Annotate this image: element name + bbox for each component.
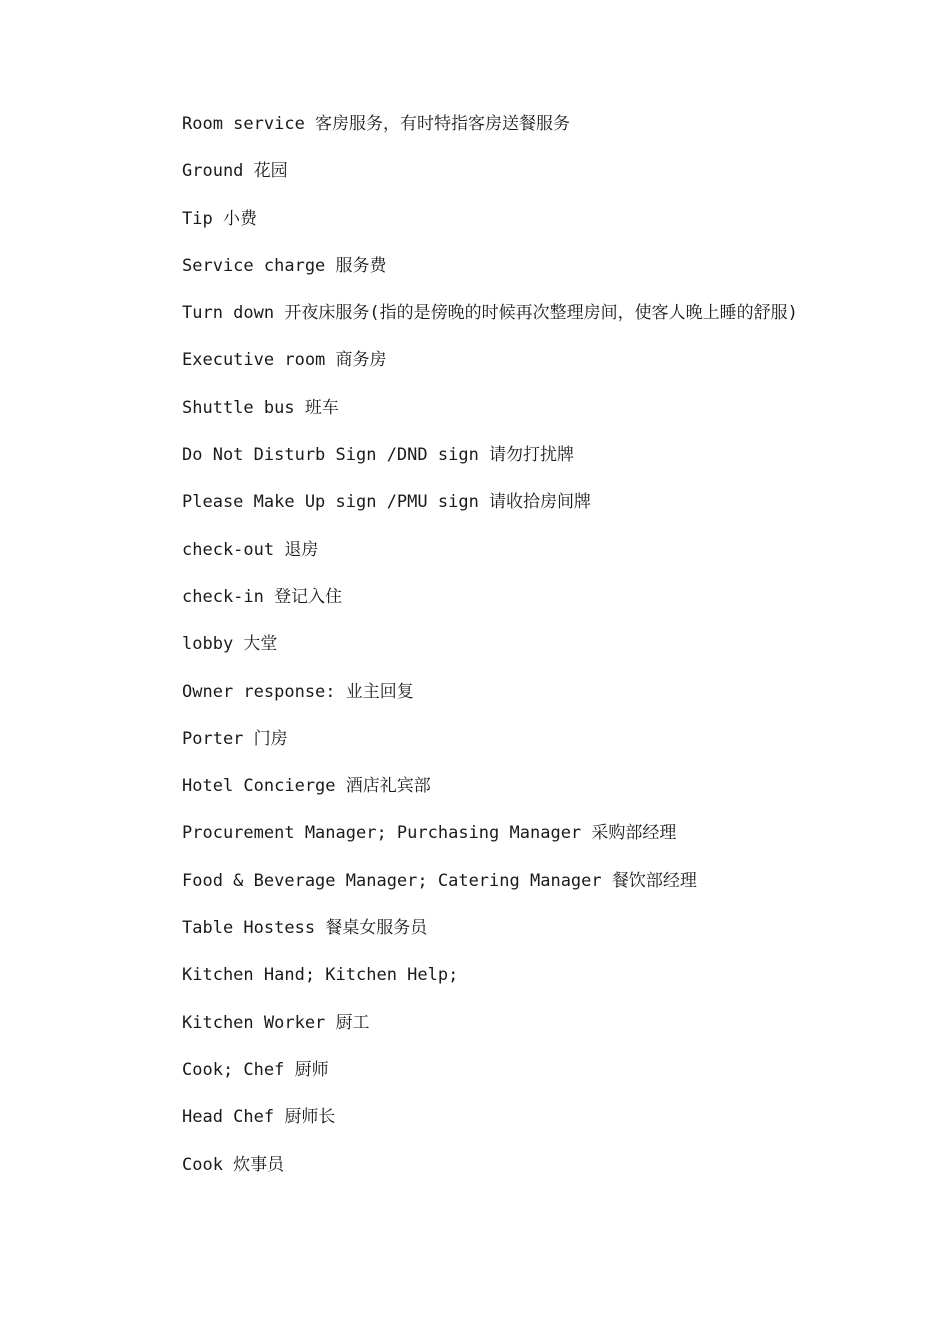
glossary-entry-cook: Cook 炊事员 — [182, 1154, 285, 1175]
glossary-entry-service-charge: Service charge 服务费 — [182, 255, 387, 276]
glossary-entry-check-in: check-in 登记入住 — [182, 586, 343, 607]
glossary-entry-food-beverage-manager: Food & Beverage Manager; Catering Manager 餐饮部经理 — [182, 870, 697, 891]
glossary-entry-dnd-sign: Do Not Disturb Sign /DND sign 请勿打扰牌 — [182, 445, 575, 466]
glossary-entry-turn-down: Turn down 开夜床服务(指的是傍晚的时候再次整理房间，使客人晚上睡的舒服) — [182, 303, 798, 324]
glossary-entry-porter: Porter 门房 — [182, 728, 288, 749]
glossary-entry-executive-room: Executive room 商务房 — [182, 350, 387, 371]
glossary-entry-room-service: Room service 客房服务，有时特指客房送餐服务 — [182, 114, 571, 134]
glossary-entry-owner-response: Owner response: 业主回复 — [182, 681, 414, 702]
glossary-entry-kitchen-hand: Kitchen Hand; Kitchen Help; — [182, 965, 459, 986]
glossary-entry-procurement-manager: Procurement Manager; Purchasing Manager 采购部经理 — [182, 823, 677, 844]
glossary-entry-head-chef: Head Chef 厨师长 — [182, 1107, 336, 1128]
glossary-entry-kitchen-worker: Kitchen Worker 厨工 — [182, 1012, 370, 1033]
glossary-entry-pmu-sign: Please Make Up sign /PMU sign 请收拾房间牌 — [182, 492, 592, 513]
glossary-entry-cook-chef: Cook; Chef 厨师 — [182, 1059, 329, 1080]
glossary-entry-ground: Ground 花园 — [182, 161, 288, 182]
glossary-list — [145, 112, 810, 1200]
glossary-entry-tip: Tip 小费 — [182, 208, 257, 229]
glossary-entry-table-hostess: Table Hostess 餐桌女服务员 — [182, 918, 428, 939]
glossary-entry-lobby: lobby 大堂 — [182, 634, 278, 655]
glossary-entry-check-out: check-out 退房 — [182, 539, 319, 560]
glossary-entry-hotel-concierge: Hotel Concierge 酒店礼宾部 — [182, 776, 431, 797]
glossary-entry-shuttle-bus: Shuttle bus 班车 — [182, 397, 339, 418]
